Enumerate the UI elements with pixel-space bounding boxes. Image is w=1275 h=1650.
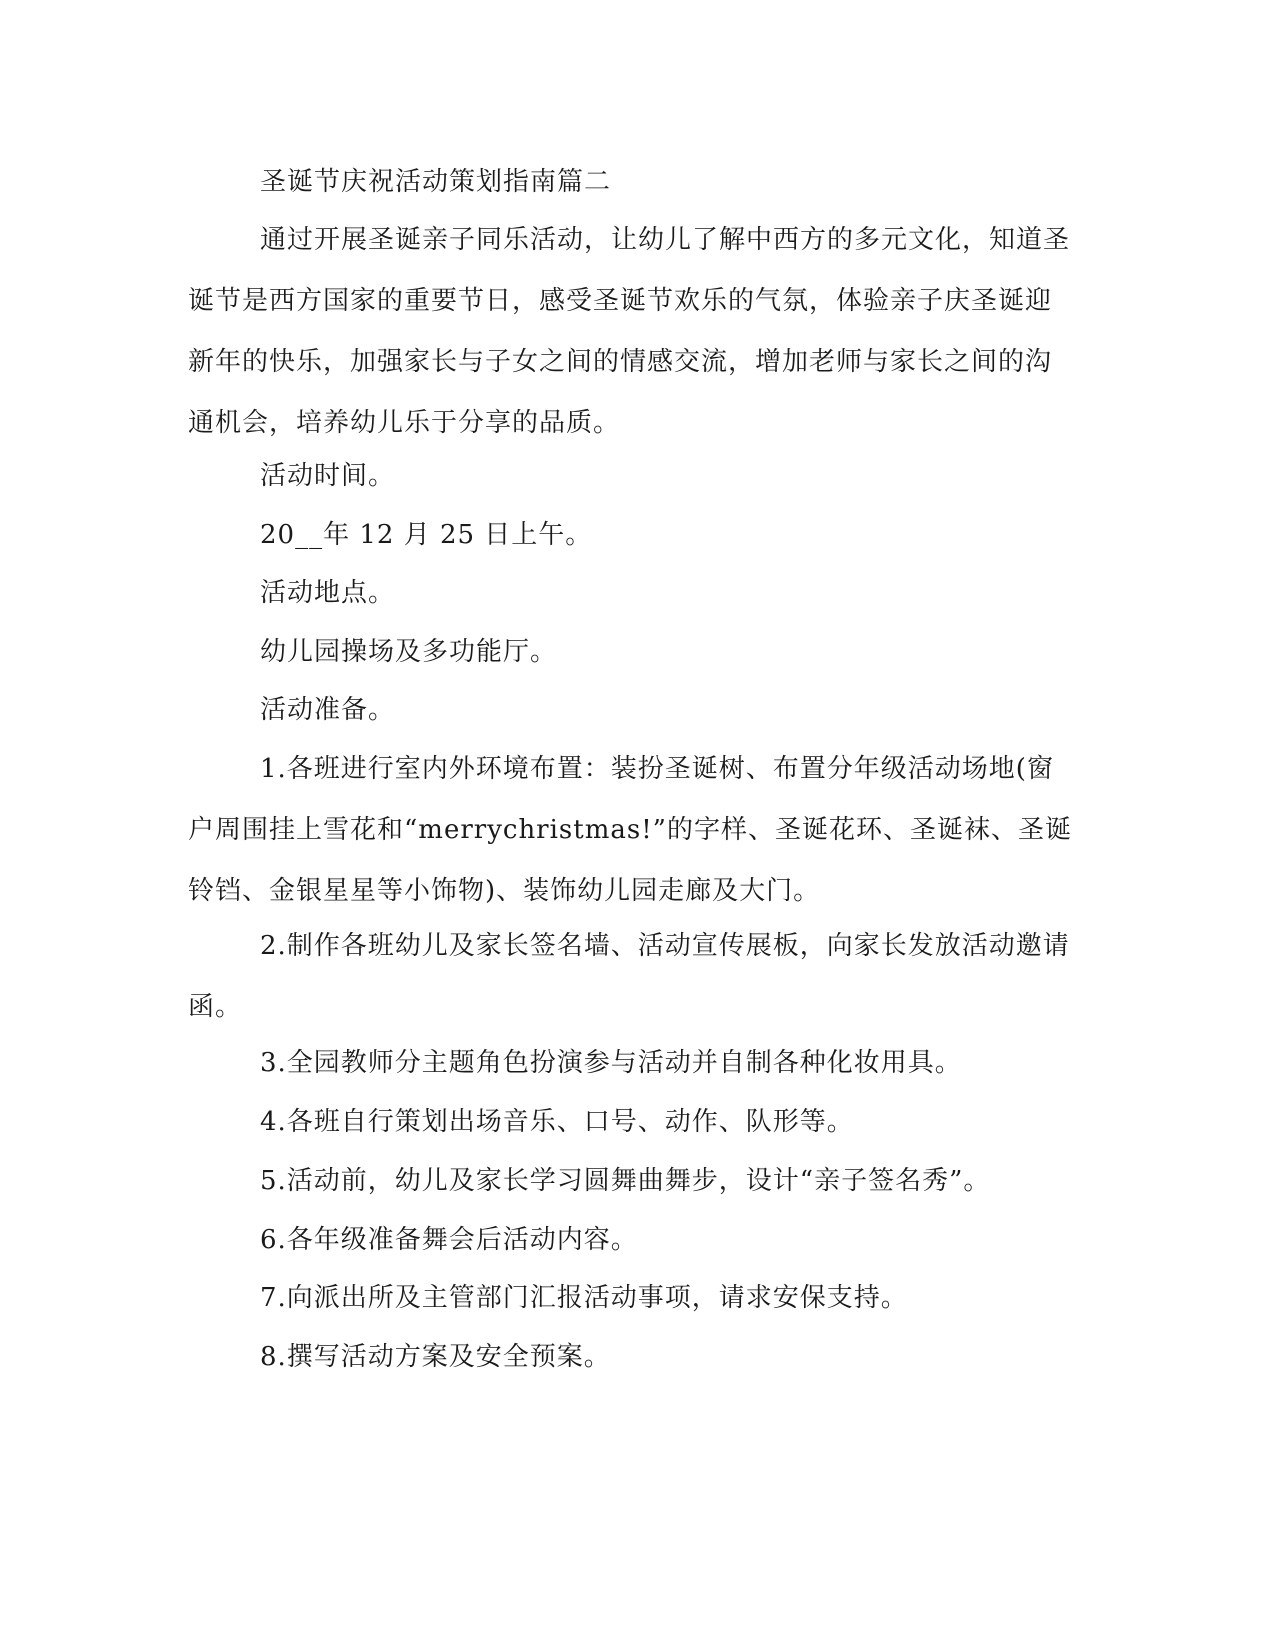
document-title: 圣诞节庆祝活动策划指南篇二 [260, 167, 612, 197]
time-heading: 活动时间。 [260, 461, 396, 491]
place-value: 幼儿园操场及多功能厅。 [260, 637, 558, 667]
prep-item-6: 6.各年级准备舞会后活动内容。 [260, 1225, 638, 1255]
prep-item-2: 2.制作各班幼儿及家长签名墙、活动宣传展板，向家长发放活动邀请函。 [188, 931, 1070, 1022]
prep-item-1: 1.各班进行室内外环境布置：装扮圣诞树、布置分年级活动场地(窗户周围挂上雪花和“merrychristmas!”的字样、圣诞花环、圣诞袜、圣诞铃铛、金银星星等小饰物)、装饰幼儿园走廊及大门。 [188, 754, 1072, 906]
prep-item-3: 3.全园教师分主题角色扮演参与活动并自制各种化妆用具。 [260, 1048, 962, 1078]
prep-item-7: 7.向派出所及主管部门汇报活动事项，请求安保支持。 [260, 1283, 908, 1313]
place-heading: 活动地点。 [260, 578, 396, 608]
intro-paragraph: 通过开展圣诞亲子同乐活动，让幼儿了解中西方的多元文化，知道圣诞节是西方国家的重要节日，感受圣诞节欢乐的气氛，体验亲子庆圣诞迎新年的快乐，加强家长与子女之间的情感交流，增加老师与家长之间的沟通机会，培养幼儿乐于分享的品质。 [188, 225, 1071, 438]
prep-item-5: 5.活动前，幼儿及家长学习圆舞曲舞步，设计“亲子签名秀”。 [260, 1166, 991, 1196]
time-value: 20__年 12 月 25 日上午。 [260, 520, 593, 550]
prep-heading: 活动准备。 [260, 695, 396, 725]
prep-item-4: 4.各班自行策划出场音乐、口号、动作、队形等。 [260, 1107, 854, 1137]
prep-item-8: 8.撰写活动方案及安全预案。 [260, 1342, 611, 1372]
